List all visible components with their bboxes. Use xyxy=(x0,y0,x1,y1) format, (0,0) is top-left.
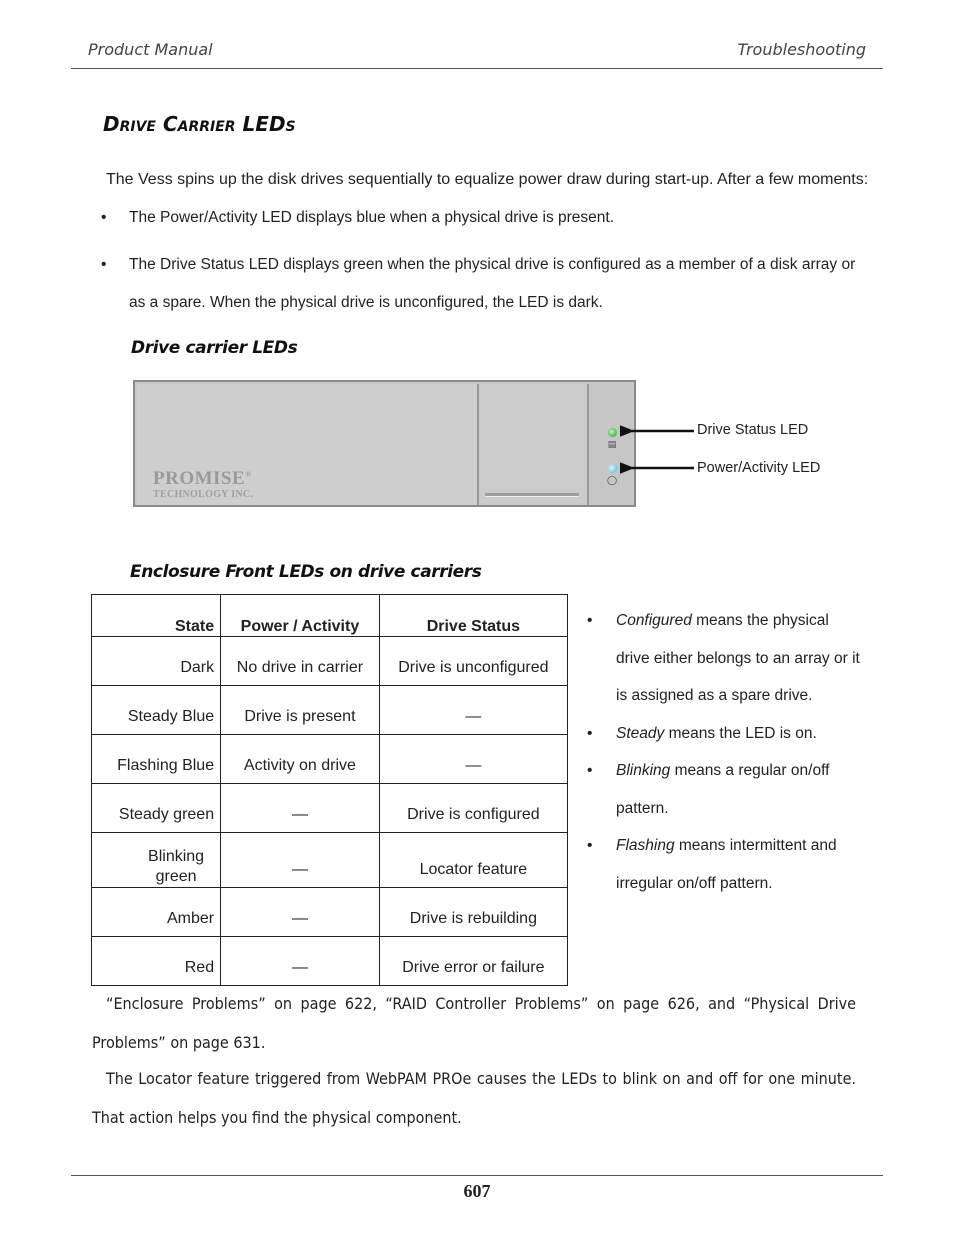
note-text: means the LED is on. xyxy=(664,724,817,742)
carrier-handle-slot xyxy=(485,493,579,497)
bullet-icon: • xyxy=(101,256,107,273)
cell-drive-status: Locator feature xyxy=(379,833,567,888)
cell-state: Blinking green xyxy=(92,833,221,888)
table-row xyxy=(92,735,568,784)
drive-status-led xyxy=(608,428,617,437)
cell-drive-status: Drive is rebuilding xyxy=(379,888,567,937)
table-row xyxy=(92,637,568,686)
promise-logo: PROMISE® xyxy=(153,468,252,489)
disk-array-icon: ▤ xyxy=(607,439,617,449)
header-power-activity: Power / Activity xyxy=(221,595,380,637)
section-title: Drive Carrier LEDs xyxy=(103,112,296,136)
bullet-icon: • xyxy=(587,612,593,629)
bullet-drive-status xyxy=(101,246,869,322)
cell-power-activity: — xyxy=(221,937,380,986)
table-row xyxy=(92,784,568,833)
table-row xyxy=(92,888,568,937)
note-term: Blinking xyxy=(616,762,671,779)
cell-state: Amber xyxy=(92,888,221,937)
cell-state: Flashing Blue xyxy=(92,735,221,784)
cell-power-activity: No drive in carrier xyxy=(221,637,380,686)
cell-power-activity: Activity on drive xyxy=(221,735,380,784)
callout-power-activity-led: Power/Activity LED xyxy=(697,460,821,476)
table-row xyxy=(92,686,568,735)
cell-power-activity: — xyxy=(221,833,380,888)
cell-power-activity: Drive is present xyxy=(221,686,380,735)
cell-drive-status: — xyxy=(379,686,567,735)
cell-power-activity: — xyxy=(221,888,380,937)
bullet-icon: • xyxy=(587,837,593,854)
callout-arrows xyxy=(620,420,700,480)
disk-icon: ◯ xyxy=(607,475,618,485)
cross-reference-text: “Enclosure Problems” on page 622, “RAID Controller Problems” on page 626, and “Physical Drive Problems” on page 631. xyxy=(92,994,856,1052)
bullet-icon: • xyxy=(101,209,107,226)
intro-paragraph: The Vess spins up the disk drives sequentially to equalize power draw during start-up. After a few moments: xyxy=(106,171,869,188)
bullet-power-activity xyxy=(101,209,615,227)
cell-power-activity: — xyxy=(221,784,380,833)
cell-drive-status: — xyxy=(379,735,567,784)
cross-reference-paragraph xyxy=(92,985,856,1062)
cell-state: Red xyxy=(92,937,221,986)
table-row xyxy=(92,937,568,986)
header-product-manual: Product Manual xyxy=(88,40,213,59)
carrier-latch-panel xyxy=(479,384,589,505)
note-term: Configured xyxy=(616,612,692,629)
bullet-icon: • xyxy=(587,724,593,742)
promise-logo-subtitle: TECHNOLOGY INC. xyxy=(153,489,254,500)
bullet-text: The Drive Status LED displays green when the physical drive is configured as a member of a disk array or as a spare. When the physical drive is unconfigured, the LED is dark. xyxy=(129,256,856,311)
page-number: 607 xyxy=(463,1181,491,1201)
figure-caption: Drive carrier LEDs xyxy=(131,338,298,358)
note-flashing xyxy=(587,827,866,902)
cell-drive-status: Drive is configured xyxy=(379,784,567,833)
led-states-table xyxy=(91,594,568,986)
locator-text: The Locator feature triggered from WebPAM PROe causes the LEDs to blink on and off for one minute. That action helps you find the physical component. xyxy=(92,1069,856,1127)
note-text: means intermittent and irregular on/off pattern. xyxy=(616,837,837,892)
note-term: Flashing xyxy=(616,837,675,854)
header-section-name: Troubleshooting xyxy=(737,40,866,59)
note-term: Steady xyxy=(616,724,665,742)
cell-state: Steady green xyxy=(92,784,221,833)
note-text: means the physical drive either belongs to an array or it is assigned as a spare drive. xyxy=(616,612,860,704)
cell-drive-status: Drive is unconfigured xyxy=(379,637,567,686)
header-state: State xyxy=(92,595,221,637)
locator-paragraph xyxy=(92,1060,856,1137)
bullet-text: The Power/Activity LED displays blue when a physical drive is present. xyxy=(129,209,615,226)
bullet-icon: • xyxy=(587,762,593,779)
callout-drive-status-led: Drive Status LED xyxy=(697,422,809,438)
table-header-row xyxy=(92,595,568,637)
drive-carrier-illustration xyxy=(133,380,636,507)
note-blinking xyxy=(587,752,866,827)
note-steady xyxy=(587,715,866,753)
cell-state: Steady Blue xyxy=(92,686,221,735)
header-drive-status: Drive Status xyxy=(379,595,567,637)
footer-divider xyxy=(71,1175,883,1176)
note-text: means a regular on/off pattern. xyxy=(616,762,830,817)
table-caption: Enclosure Front LEDs on drive carriers xyxy=(130,562,482,582)
cell-drive-status: Drive error or failure xyxy=(379,937,567,986)
table-row xyxy=(92,833,568,888)
cell-state: Dark xyxy=(92,637,221,686)
power-activity-led xyxy=(608,464,617,473)
note-configured xyxy=(587,602,866,715)
led-term-notes xyxy=(587,602,866,902)
header-divider xyxy=(71,68,883,69)
